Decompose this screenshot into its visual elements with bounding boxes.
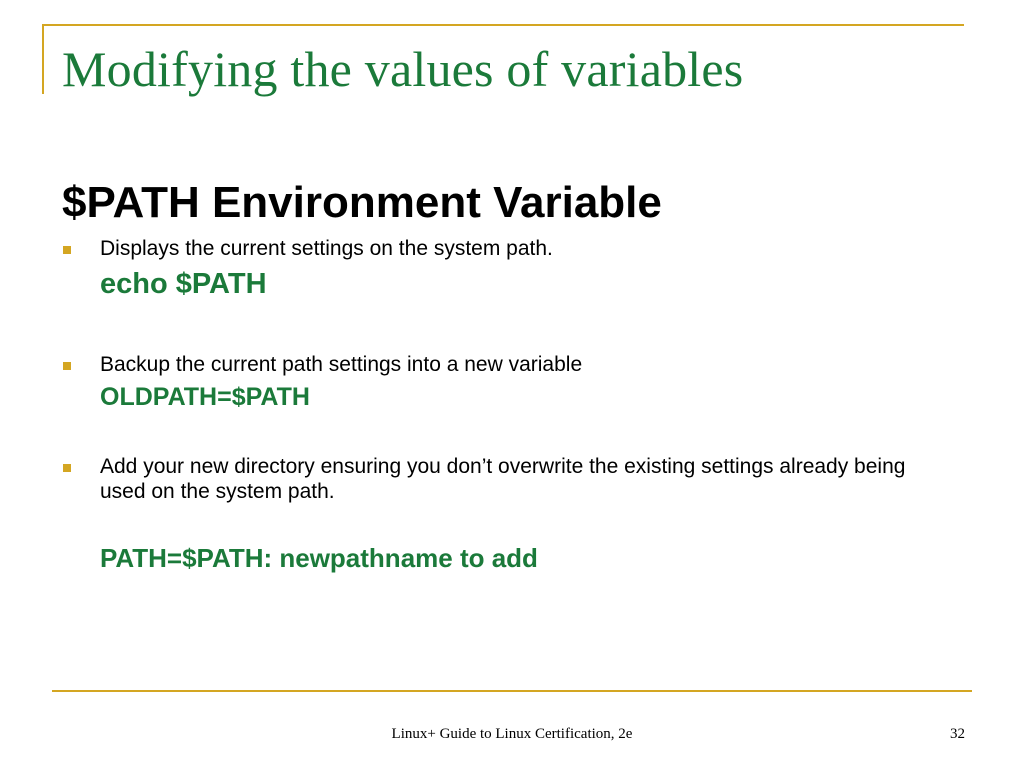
section-heading: $PATH Environment Variable: [62, 178, 662, 227]
command-path-append: PATH=$PATH: newpathname to add: [100, 543, 538, 573]
footer-rule: [52, 690, 972, 692]
command-oldpath: OLDPATH=$PATH: [100, 383, 310, 411]
bullet-marker: [63, 246, 71, 254]
bullet-marker: [63, 362, 71, 370]
footer-text: Linux+ Guide to Linux Certification, 2e: [391, 726, 633, 742]
slide-title: Modifying the values of variables: [62, 41, 744, 97]
bullet-text-2: Backup the current path settings into a new variable: [100, 353, 583, 376]
page-number: 32: [950, 726, 965, 742]
bullet-text-1: Displays the current settings on the system path.: [100, 237, 553, 260]
title-frame-top-rule: [42, 24, 964, 26]
command-echo-path: echo $PATH: [100, 268, 267, 300]
bullet-marker: [63, 464, 71, 472]
bullet-text-3: Add your new directory ensuring you don’t overwrite the existing settings already being used on the system path.: [100, 455, 906, 503]
title-frame-left-rule: [42, 24, 44, 94]
